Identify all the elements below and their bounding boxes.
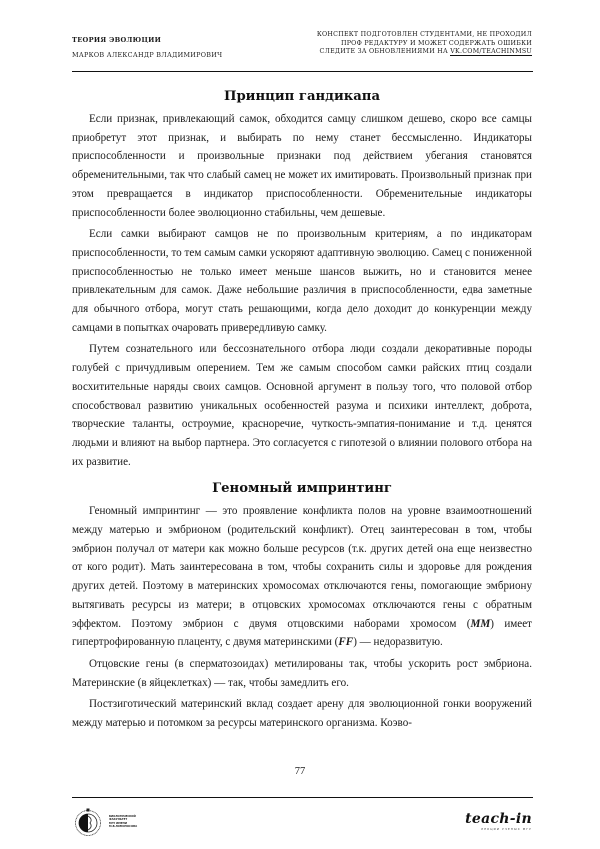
paragraph: Путем сознательного или бессознательного отбора люди создали декоративные породы голубей с причудливым оперением. Тем же самым способом самки райских птиц создали восхитительные наряды своих самцов. Основной аргумент в пользу того, что половой отбор способствовал развитию уникальных особенностей разума и психики интеллект, доброта, творческие таланты, остроумие, красноречие, чуткость-эмпатия-понимание и т.д. ценятся людьми и влияют на выбор партнера. Это согласуется с гипотезой о влиянии полового отбора на их развитие.: [72, 343, 532, 468]
paragraph-text: ) имеет гипертрофированную плаценту, с двумя материнскими (: [72, 617, 532, 649]
teach-in-brand: teach-in: [465, 811, 532, 827]
page-number: 77: [294, 766, 306, 777]
vk-link[interactable]: VK.COM/TEACHINMSU: [450, 48, 532, 56]
paragraph: [72, 502, 532, 652]
notice-line-2: ПРОФ РЕДАКТУРУ И МОЖЕТ СОДЕРЖАТЬ ОШИБКИ: [340, 39, 532, 47]
paragraph: Если самки выбирают самцов не по произвольным критериям, а по индикаторам приспособленности, то тем самым самки ускоряют адаптивную эволюцию. Самец с пониженной приспособленностью не только имеет меньше шансов выжить, но и становится менее привлекательным для самок. Даже небольшие различия в приспособленности, едва заметные для обычного отбора, могут стать решающими, когда дело доходит до конкуренции между самцами в попытках очаровать привередливую самку.: [72, 228, 532, 334]
math-symbol: FF: [338, 636, 354, 649]
header-rule: [72, 71, 533, 72]
paragraph-text: Геномный импринтинг — это проявление конфликта полов на уровне взаимоотношений между матерью и эмбрионом (родительский конфликт). Отец заинтересован в том, чтобы эмбрион получал от матери как можно больше ресурсов (т.к. других детей она еще неизвестно от кого родит). Мать заинтересована в том, чтобы сохранить силы и здоровье для рождения других детей. Поэтому в материнских хромосомах отключаются гены, помогающие эмбриону вытягивать ресурсы из матери; в отцовских хромосомах отключаются гены с обратным эффектом. Поэтому эмбрион с двумя отцовскими наборами хромосом (: [72, 505, 532, 630]
paragraph: Если признак, привлекающий самок, обходится самцу слишком дешево, скоро все самцы приобретут этот признак, и выбирать по нему станет бессмысленно. Индикаторы приспособленности и произвольные признаки под действием убегания становятся обременительными, так что слабый самец не может их имитировать. Произвольный признак при этом превращается в индикатор приспособленности. Обременительные индикаторы приспособленности более эволюционно стабильны, чем дешевые.: [72, 113, 532, 219]
math-symbol: MM: [470, 617, 491, 630]
section-title-handicap: Принцип гандикапа: [224, 89, 380, 104]
msu-text-line: ФАКУЛЬТЕТ: [109, 818, 128, 822]
running-header-notice: [317, 31, 532, 57]
paragraph-text: ) — недоразвитую.: [353, 636, 443, 649]
notice-line-3-prefix: СЛЕДИТЕ ЗА ОБНОВЛЕНИЯМИ НА: [319, 48, 451, 56]
paragraph: Отцовские гены (в сперматозоидах) метилированы так, чтобы ускорить рост эмбриона. Материнские (в яйцеклетках) — так, чтобы замедлить его.: [72, 657, 532, 689]
teach-in-logo: [465, 812, 532, 831]
notice-line-1: КОНСПЕКТ ПОДГОТОВЛЕН СТУДЕНТАМИ, НЕ ПРОХОДИЛ: [316, 31, 532, 38]
msu-text-line: М.В.ЛОМОНОСОВА: [109, 824, 138, 828]
section-title-imprinting: Геномный импринтинг: [212, 481, 392, 497]
teach-in-subtitle: ЛЕКЦИИ УЧЕНЫХ МГУ: [481, 827, 532, 831]
course-title: ТЕОРИЯ ЭВОЛЮЦИИ: [72, 36, 162, 44]
main-content: [72, 88, 532, 733]
msu-logo-text: [109, 815, 137, 828]
notice-line-3: [317, 48, 532, 57]
author-name: МАРКОВ АЛЕКСАНДР ВЛАДИМИРОВИЧ: [72, 51, 223, 59]
running-header-left: [72, 35, 222, 60]
msu-text-line: МГУ ИМЕНИ: [109, 821, 128, 825]
msu-text-line: БИОЛОГИЧЕСКИЙ: [109, 815, 136, 818]
paragraph: Постзиготический материнский вклад создает арену для эволюционной гонки вооружений между матерью и потомком за ресурсы материнского организма. Коэво-: [72, 698, 532, 730]
footer-rule: [72, 797, 533, 798]
msu-biology-emblem-icon: [73, 807, 103, 837]
